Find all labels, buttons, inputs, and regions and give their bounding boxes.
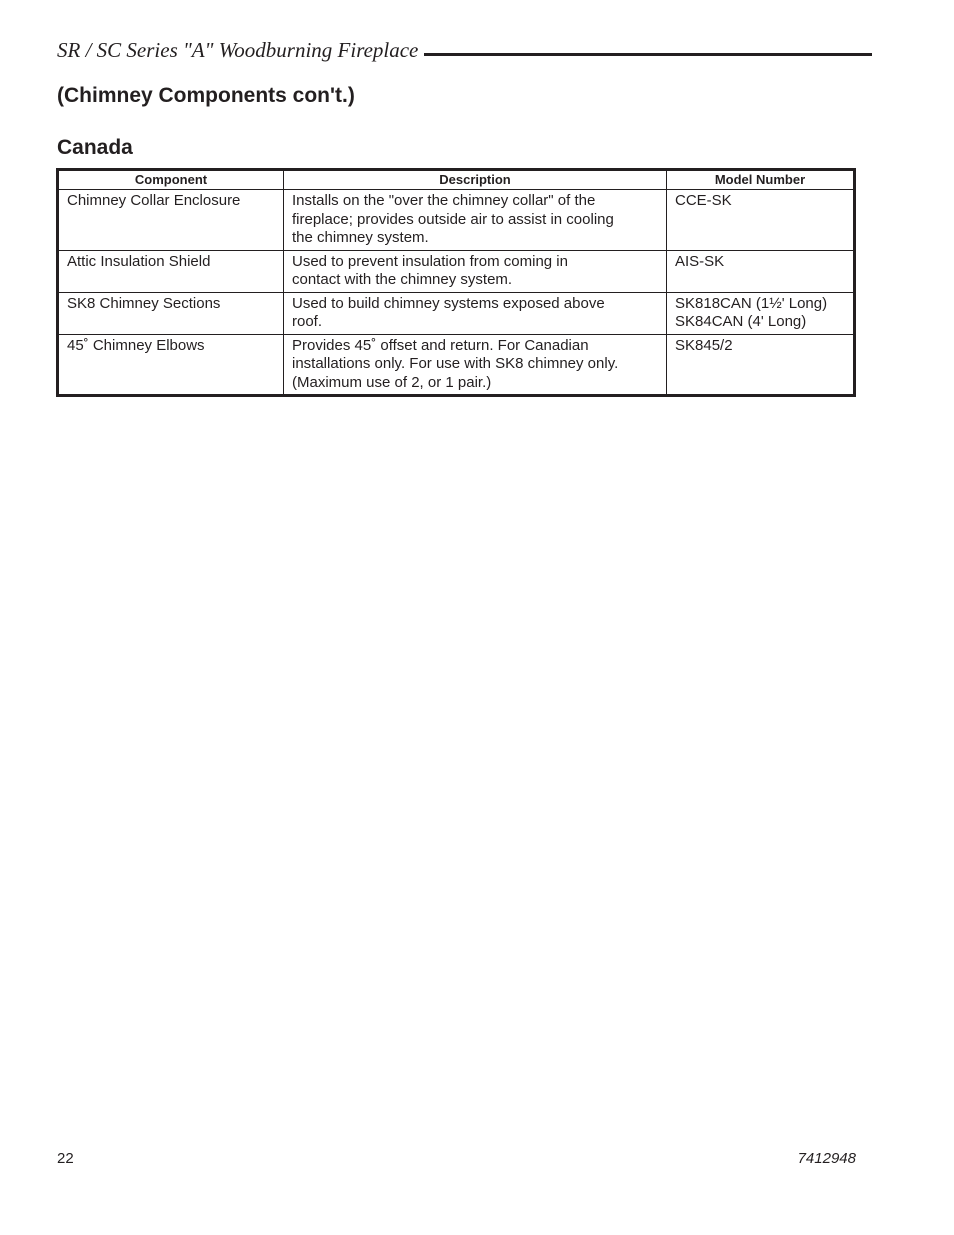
model-number-cell xyxy=(667,250,855,292)
description-line: Provides 45˚ offset and return. For Canadian xyxy=(292,336,589,354)
description-cell xyxy=(284,190,667,251)
column-header-model-number: Model Number xyxy=(667,170,855,190)
component-cell: Chimney Collar Enclosure xyxy=(58,190,284,251)
document-title: SR / SC Series "A" Woodburning Fireplace xyxy=(57,38,419,62)
page-number: 22 xyxy=(57,1150,74,1167)
page-header xyxy=(57,34,872,62)
description-cell xyxy=(284,292,667,334)
components-table xyxy=(56,168,856,397)
description-line: Installs on the "over the chimney collar" of the xyxy=(292,192,596,209)
subsection-title: Canada xyxy=(57,136,133,159)
model-number: AIS-SK xyxy=(675,252,725,270)
section-title: (Chimney Components con't.) xyxy=(57,84,355,107)
model-number: SK818CAN (1½' Long) xyxy=(675,294,828,312)
table-row xyxy=(58,334,855,396)
description-line: installations only. For use with SK8 chimney only. xyxy=(292,355,619,372)
model-number: CCE-SK xyxy=(675,192,732,209)
component-cell: SK8 Chimney Sections xyxy=(58,292,284,334)
document-number: 7412948 xyxy=(797,1150,856,1167)
component-cell: 45˚ Chimney Elbows xyxy=(58,334,284,396)
description-line: Used to build chimney systems exposed above xyxy=(292,294,605,312)
table-row xyxy=(58,190,855,251)
model-number-cell xyxy=(667,190,855,251)
column-header-component: Component xyxy=(58,170,284,190)
description-line: the chimney system. xyxy=(292,229,429,246)
model-number-cell xyxy=(667,292,855,334)
model-number: SK84CAN (4' Long) xyxy=(675,313,807,330)
model-number: SK845/2 xyxy=(675,336,733,354)
description-cell xyxy=(284,334,667,396)
description-line: Used to prevent insulation from coming in xyxy=(292,252,568,270)
table-header-row xyxy=(58,170,855,190)
description-line: roof. xyxy=(292,313,323,330)
model-number-cell xyxy=(667,334,855,396)
component-cell: Attic Insulation Shield xyxy=(58,250,284,292)
description-line: contact with the chimney system. xyxy=(292,271,513,288)
header-rule xyxy=(424,53,872,56)
description-line: fireplace; provides outside air to assist in cooling xyxy=(292,210,614,228)
description-cell xyxy=(284,250,667,292)
table-row xyxy=(58,292,855,334)
description-line: (Maximum use of 2, or 1 pair.) xyxy=(292,373,492,391)
column-header-description: Description xyxy=(284,170,667,190)
table-row xyxy=(58,250,855,292)
